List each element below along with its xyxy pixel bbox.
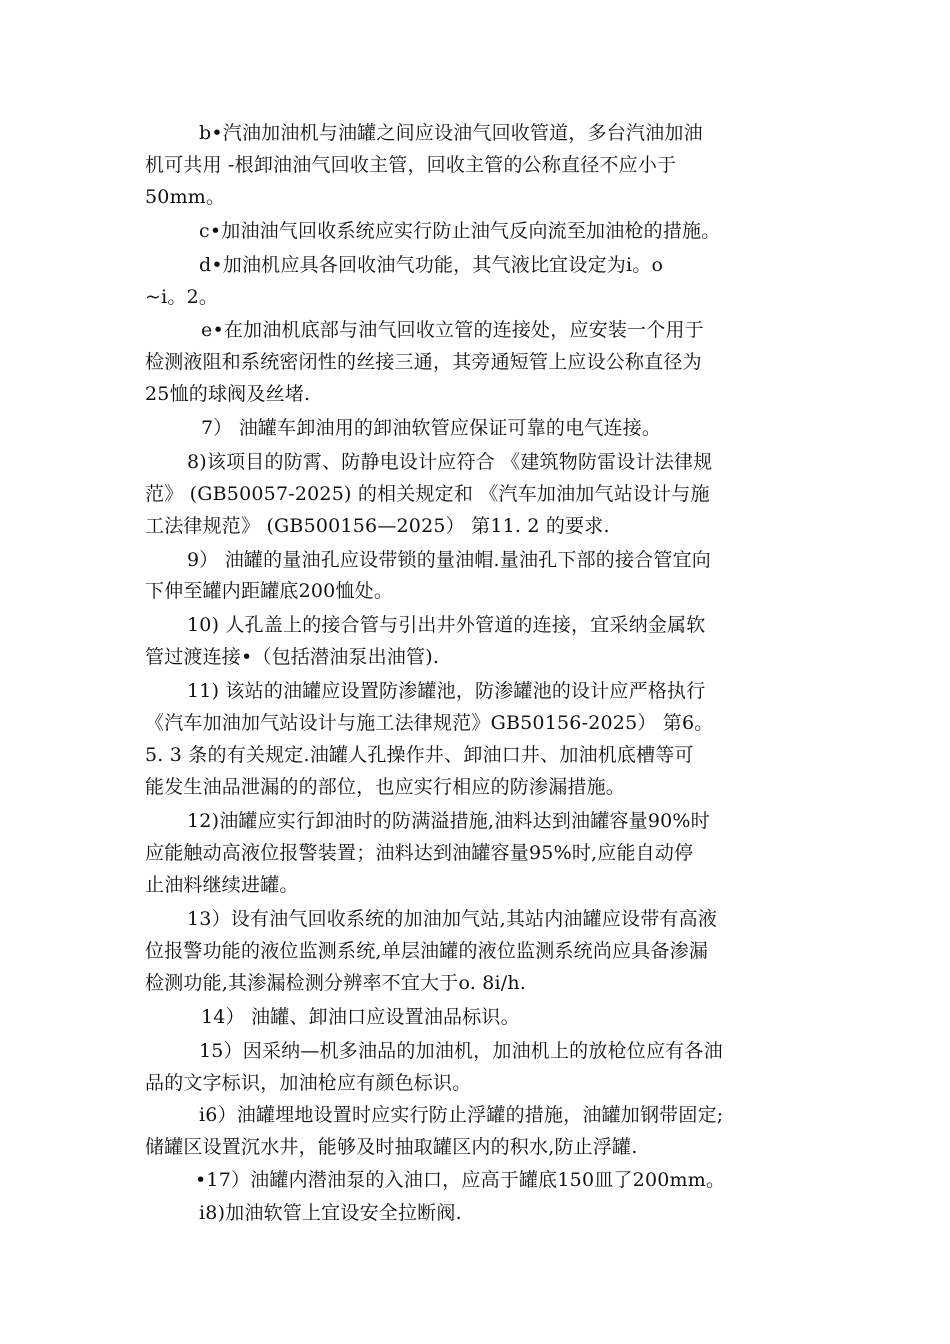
text-line: 50mm。 xyxy=(145,186,226,208)
text-line: 管过渡连接•（包括潜油泵出油管). xyxy=(145,646,440,668)
text-line: 9） 油罐的量油孔应设带锁的量油帽.量油孔下部的接合管宜向 xyxy=(187,549,711,571)
text-line: b•汽油加油机与油罐之间应设油气回收管道，多台汽油加油 xyxy=(199,122,703,144)
text-line: 25恤的球阀及丝堵. xyxy=(145,383,311,405)
text-line: 检测液阻和系统密闭性的丝接三通，其旁通短管上应设公称直径为 xyxy=(145,351,702,373)
text-line: •17）油罐内潜油泵的入油口，应高于罐底150皿了200mm。 xyxy=(195,1169,726,1191)
text-line: 范》 (GB50057-2025) 的相关规定和 《汽车加油加气站设计与施 xyxy=(145,483,710,505)
text-line: 工法律规范》 (GB500156—2025） 第11. 2 的要求. xyxy=(145,515,610,537)
text-line: 位报警功能的液位监测系统,单层油罐的液位监测系统尚应具备渗漏 xyxy=(145,940,709,962)
text-line: 11) 该站的油罐应设置防渗罐池，防渗罐池的设计应严格执行 xyxy=(187,680,706,702)
text-line: 13）设有油气回收系统的加油加气站,其站内油罐应设带有高液 xyxy=(187,908,718,930)
text-line: 10) 人孔盖上的接合管与引出井外管道的连接，宜采纳金属软 xyxy=(187,614,706,636)
text-line: 储罐区设置沉水井，能够及时抽取罐区内的积水,防止浮罐. xyxy=(145,1136,638,1158)
text-line: 品的文字标识，加油枪应有颜色标识。 xyxy=(145,1072,472,1094)
text-line: 15）因采纳—机多油品的加油机，加油机上的放枪位应有各油 xyxy=(199,1040,723,1062)
text-line: 14） 油罐、卸油口应设置油品标识。 xyxy=(201,1006,520,1028)
text-line: 《汽车加油加气站设计与施工法律规范》GB50156-2025） 第6。 xyxy=(145,712,714,734)
text-line: 7） 油罐车卸油用的卸油软管应保证可靠的电气连接。 xyxy=(201,417,662,439)
text-line: e•在加油机底部与油气回收立管的连接处，应安装一个用于 xyxy=(201,319,704,341)
text-line: 5. 3 条的有关规定.油罐人孔操作井、卸油口井、加油机底槽等可 xyxy=(145,744,694,766)
text-line: 12)油罐应实行卸油时的防满溢措施,油料达到油罐容量90%时 xyxy=(187,810,710,832)
text-line: 8)该项目的防霄、防静电设计应符合 《建筑物防雷设计法律规 xyxy=(187,451,713,473)
text-line: 下伸至罐内距罐底200恤处。 xyxy=(145,580,394,602)
text-line: ~i。2。 xyxy=(145,286,219,308)
text-line: 止油料继续进罐。 xyxy=(145,874,299,896)
text-line: i8)加油软管上宜设安全拉断阀. xyxy=(199,1202,462,1224)
text-line: 检测功能,其渗漏检测分辨率不宜大于o. 8i/h. xyxy=(145,972,527,994)
text-line: i6）油罐埋地设置时应实行防止浮罐的措施，油罐加钢带固定; xyxy=(199,1104,724,1126)
text-line: 能发生油品泄漏的的部位，也应实行相应的防渗漏措施。 xyxy=(145,776,626,798)
text-line: 应能触动高液位报警装置；油料达到油罐容量95%时,应能自动停 xyxy=(145,842,694,864)
text-line: c•加油油气回收系统应实行防止油气反向流至加油枪的措施。 xyxy=(199,220,721,242)
text-line: d•加油机应具各回收油气功能，其气液比宜设定为i。o xyxy=(199,254,664,276)
text-line: 机可共用 -根卸油油气回收主管，回收主管的公称直径不应小于 xyxy=(145,154,677,176)
